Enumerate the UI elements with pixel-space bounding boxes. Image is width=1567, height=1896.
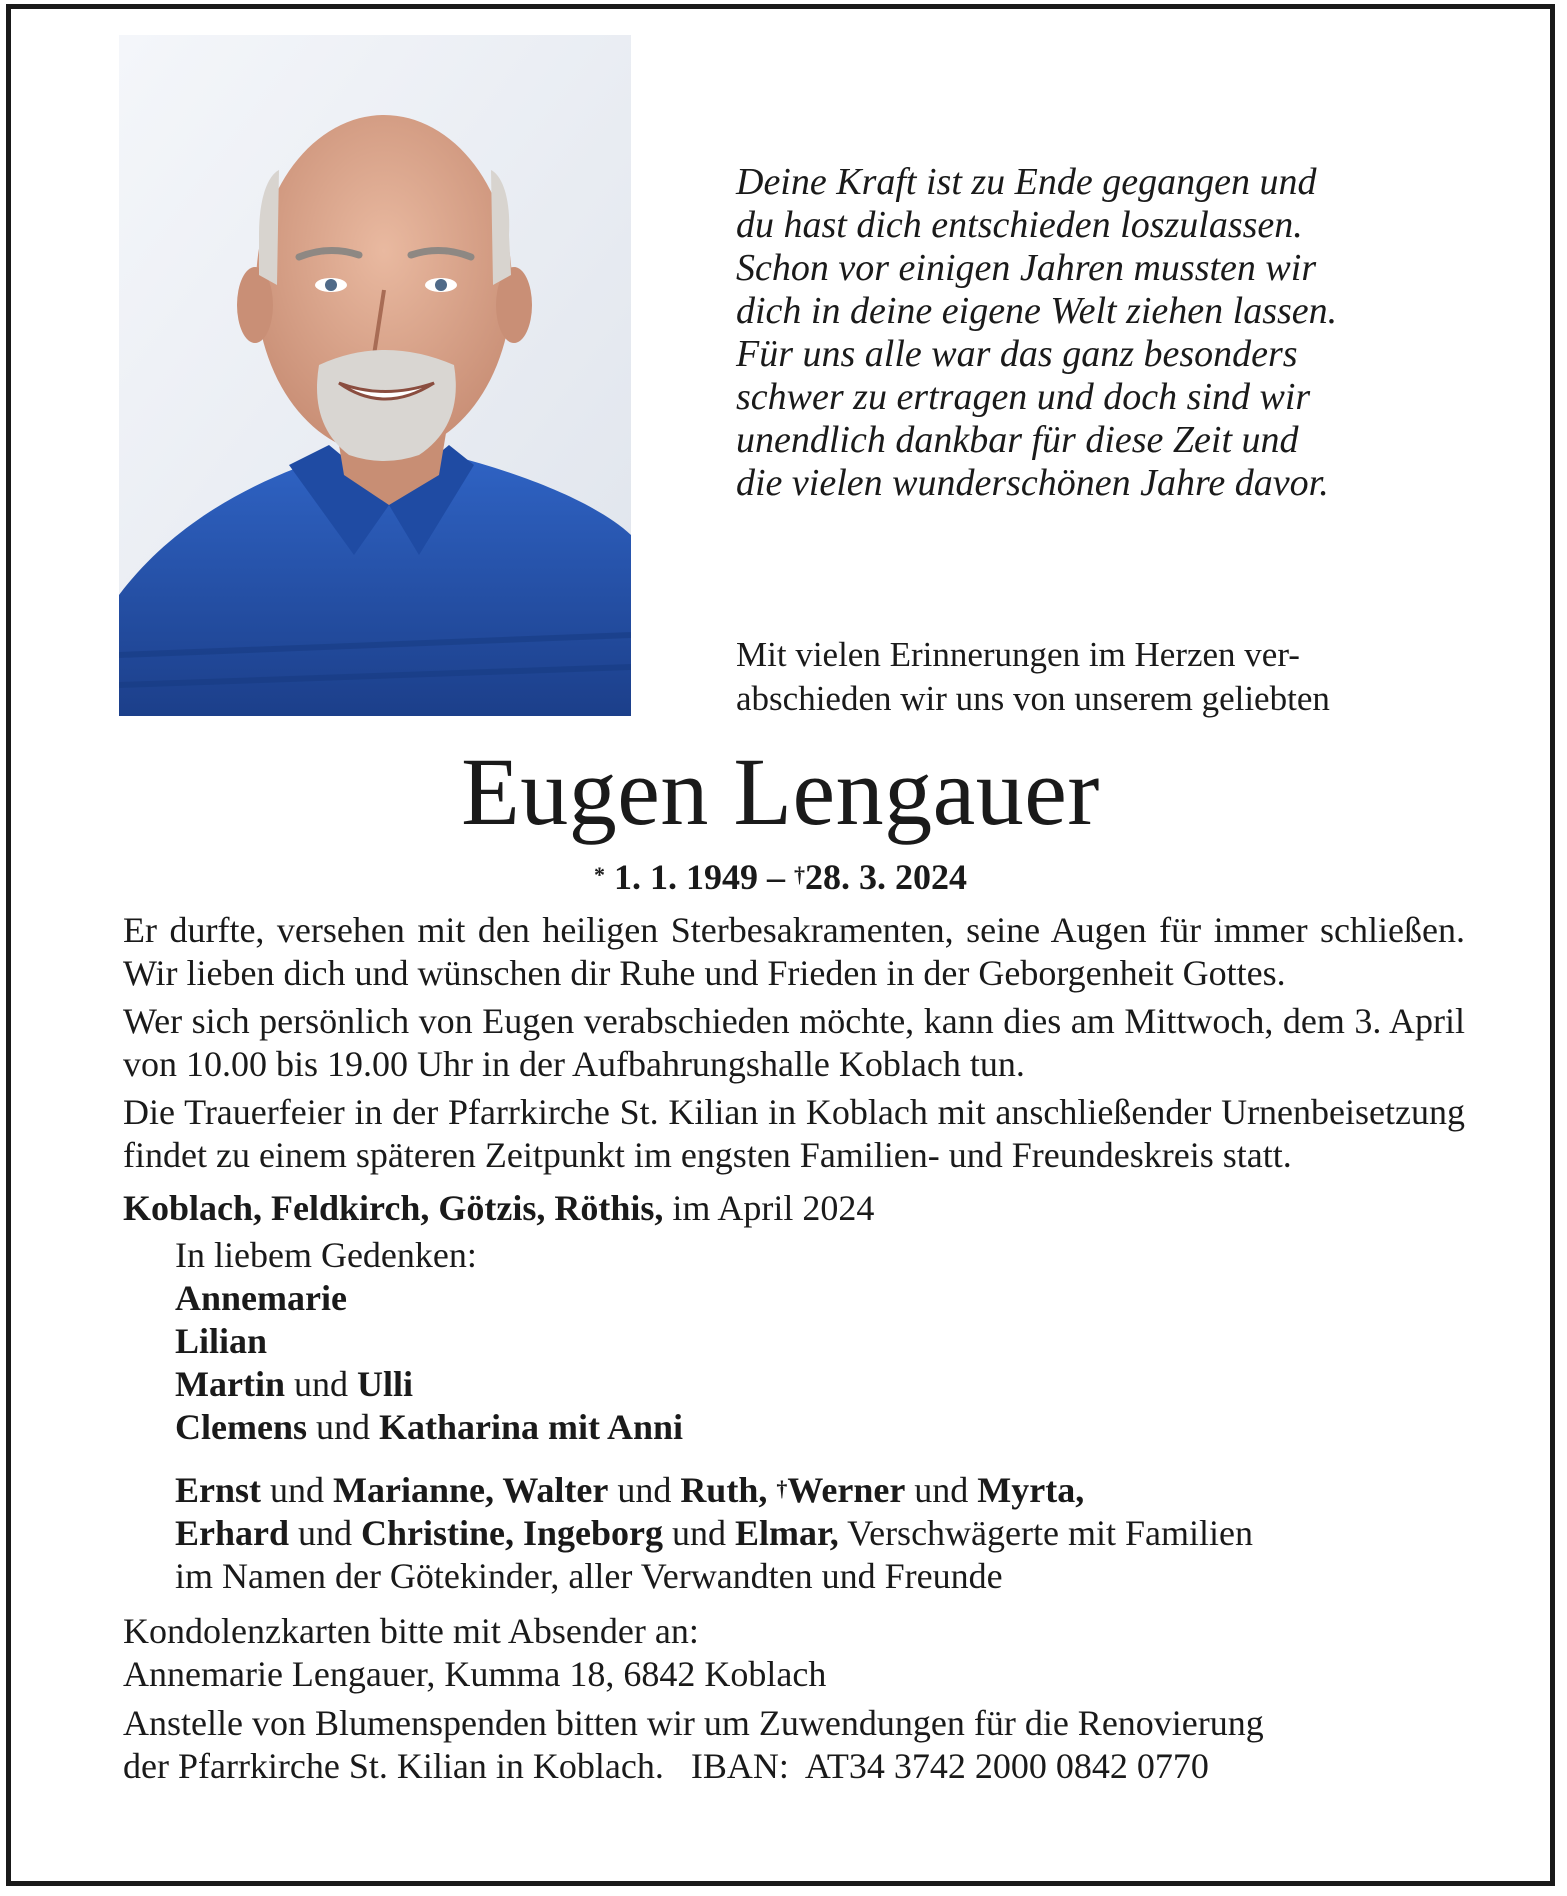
birth-symbol: *: [594, 862, 605, 887]
poem-line: unendlich dankbar für diese Zeit und: [736, 419, 1299, 461]
paragraph-sacraments: Er durfte, versehen mit den heiligen Sterbesakramenten, seine Augen für immer schließen. Wir lieben dich und wünschen dir Ruhe und Frieden in der Geborgenheit Gottes.: [123, 910, 1465, 993]
mourners-names-line: im Namen der Götekinder, aller Verwandten und Freunde: [175, 1556, 1003, 1596]
conjunction: und: [315, 1407, 370, 1447]
mourner-lilian: Lilian: [175, 1321, 268, 1361]
conjunction: und: [270, 1470, 325, 1510]
donation-line: Anstelle von Blumenspenden bitten wir um Zuwendungen für die Renovierung: [123, 1703, 1264, 1743]
intro-line: Mit vielen Erinnerungen im Herzen ver-: [736, 635, 1300, 674]
mourner-annemarie: Annemarie: [175, 1278, 347, 1318]
mourner-ruth: Ruth,: [680, 1470, 768, 1510]
notice-body: [123, 909, 1465, 1788]
intro-line: abschieden wir uns von unserem geliebten: [736, 679, 1330, 718]
portrait-photo: [119, 35, 631, 716]
condolence-address: [123, 1610, 1465, 1696]
iban-number: AT34 3742 2000 0842 0770: [804, 1746, 1209, 1786]
poem-line: schwer zu ertragen und doch sind wir: [736, 376, 1311, 418]
mourner-ulli: Ulli: [356, 1364, 413, 1404]
paragraph-viewing: Wer sich persönlich von Eugen verabschieden möchte, kann dies am Mittwoch, dem 3. April von 10.00 bis 19.00 Uhr in der Aufbahrungshalle Koblach tun.: [123, 1001, 1465, 1084]
conjunction: und: [617, 1470, 672, 1510]
mourner-werner: Werner: [787, 1470, 906, 1510]
mourner-line-clemens: [175, 1406, 1465, 1449]
death-date: 28. 3. 2024: [805, 857, 967, 897]
mourner-clemens: Clemens: [175, 1407, 307, 1447]
mourner-elmar: Elmar,: [735, 1513, 839, 1553]
birth-date: 1. 1. 1949: [614, 857, 758, 897]
mourner-marianne-walter: Marianne, Walter: [333, 1470, 609, 1510]
mourner-katharina: Katharina mit Anni: [378, 1407, 684, 1447]
poem-line: dich in deine eigene Welt ziehen lassen.: [736, 290, 1338, 332]
mourner-line-ernst: [175, 1469, 1465, 1512]
donation-church: der Pfarrkirche St. Kilian in Koblach.: [123, 1746, 664, 1786]
condolence-line: Kondolenzkarten bitte mit Absender an:: [123, 1611, 699, 1651]
life-dates: [11, 855, 1550, 899]
conjunction: und: [672, 1513, 727, 1553]
mourners-heading: In liebem Gedenken:: [175, 1235, 477, 1275]
donation-request: [123, 1702, 1465, 1788]
mourner-ernst: Ernst: [175, 1470, 262, 1510]
mourner-christine-ingeborg: Christine, Ingeborg: [361, 1513, 664, 1553]
mourners-block: [175, 1234, 1465, 1598]
poem-line: du hast dich entschieden loszulassen.: [736, 204, 1303, 246]
death-symbol: †: [794, 862, 805, 887]
poem-line: Für uns alle war das ganz besonders: [736, 333, 1298, 375]
deceased-name: Eugen Lengauer: [461, 738, 1100, 845]
mourner-martin: Martin: [175, 1364, 285, 1404]
conjunction: und: [914, 1470, 969, 1510]
obituary-notice: [6, 4, 1555, 1886]
poem-line: Schon vor einigen Jahren mussten wir: [736, 247, 1317, 289]
mourner-line-erhard: [175, 1512, 1465, 1555]
conjunction: und: [293, 1364, 348, 1404]
in-law-families: Verschwägerte mit Familien: [847, 1513, 1253, 1553]
iban-label: IBAN:: [690, 1746, 789, 1786]
poem-line: Deine Kraft ist zu Ende gegangen und: [736, 161, 1317, 203]
place-date: im April 2024: [672, 1188, 875, 1228]
mourner-myrta: Myrta,: [977, 1470, 1085, 1510]
place-and-date: [123, 1187, 1465, 1230]
paragraph-funeral: Die Trauerfeier in der Pfarrkirche St. Kilian in Koblach mit anschließender Urnenbeisetzung findet zu einem späteren Zeitpunkt im engsten Familien- und Freundeskreis statt.: [123, 1092, 1465, 1175]
farewell-intro: [736, 633, 1466, 721]
condolence-address-line: Annemarie Lengauer, Kumma 18, 6842 Koblach: [123, 1654, 827, 1694]
poem-line: die vielen wunderschönen Jahre davor.: [736, 462, 1329, 504]
memorial-poem: [736, 161, 1476, 505]
date-dash: –: [767, 857, 785, 897]
cross-symbol: †: [776, 1476, 788, 1501]
conjunction: und: [298, 1513, 353, 1553]
notice-footer: [123, 1610, 1465, 1788]
place-towns: Koblach, Feldkirch, Götzis, Röthis,: [123, 1188, 664, 1228]
mourner-line-martin: [175, 1363, 1465, 1406]
mourner-erhard: Erhard: [175, 1513, 290, 1553]
